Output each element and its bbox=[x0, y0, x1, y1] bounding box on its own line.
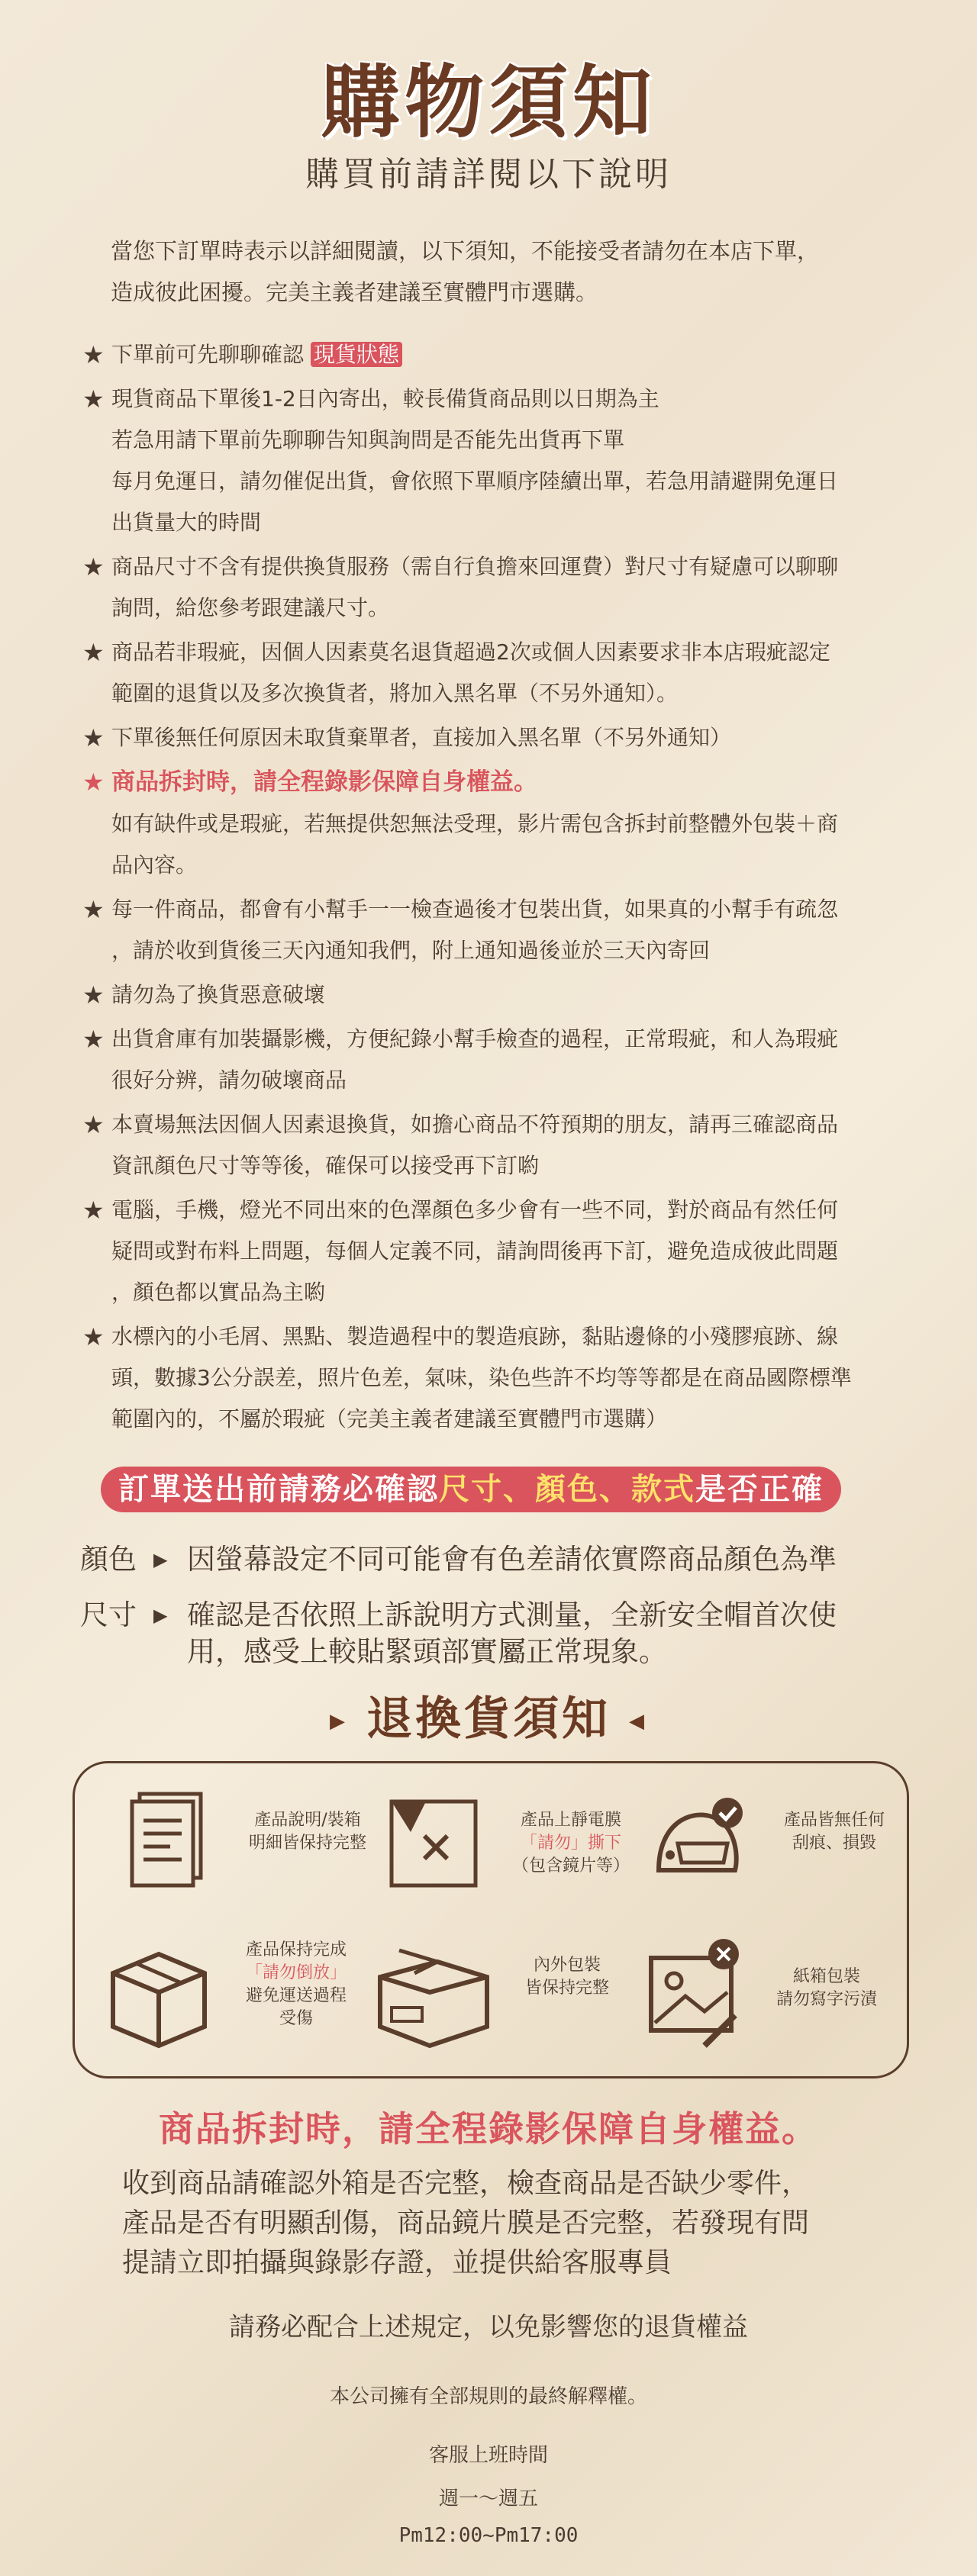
returns-conditions-box bbox=[73, 1761, 909, 2079]
caption-line: 產品保持完成 bbox=[245, 1940, 347, 1959]
paragraph-line: 產品是否有明顯刮傷，商品鏡片膜是否完整，若發現有問 bbox=[122, 2207, 810, 2239]
condition-no-scratch bbox=[643, 1786, 911, 1908]
returns-title-text: 退換貨須知 bbox=[366, 1692, 611, 1746]
rule-text: 出貨量大的時間 bbox=[111, 510, 262, 535]
rule-text: 每一件商品，都會有小幫手一一檢查過後才包裝出貨，如果真的小幫手有疏忽 bbox=[111, 897, 839, 922]
service-hours-title: 客服上班時間 bbox=[428, 2444, 548, 2467]
condition-caption bbox=[754, 1966, 899, 2011]
rule-item bbox=[82, 974, 930, 1016]
condition-film bbox=[380, 1786, 647, 1908]
box-icon bbox=[98, 1931, 220, 2053]
star-icon: ★ bbox=[82, 385, 105, 414]
rule-item bbox=[82, 1019, 930, 1101]
rights-notice: 本公司擁有全部規則的最終解釋權。 bbox=[329, 2385, 647, 2408]
banner-text: 是否正確 bbox=[695, 1472, 824, 1507]
rule-text: 詢問，給您參考跟建議尺寸。 bbox=[111, 595, 390, 620]
rule-item bbox=[82, 1104, 930, 1187]
caption-line: （包含鏡片等） bbox=[511, 1856, 630, 1876]
color-check-row bbox=[80, 1541, 920, 1578]
rule-text: ，請於收到貨後三天內通知我們，附上通知過後並於三天內寄回 bbox=[111, 938, 711, 963]
page-subtitle: 購買前請詳閱以下說明 bbox=[305, 155, 672, 194]
paragraph-line: 提請立即拍攝與錄影存證，並提供給客服專員 bbox=[122, 2247, 672, 2278]
caption-line: 產品上靜電膜 bbox=[520, 1811, 621, 1830]
triangle-left-icon: ◀ bbox=[629, 1710, 647, 1734]
rule-item bbox=[82, 1190, 930, 1313]
rule-text: 商品尺寸不含有提供換貨服務（需自行負擔來回運費）對尺寸有疑慮可以聊聊 bbox=[111, 554, 839, 579]
service-hours-days: 週一～週五 bbox=[438, 2487, 538, 2510]
size-check-text bbox=[187, 1597, 950, 1670]
rule-text: 下單前可先聊聊確認 bbox=[111, 342, 305, 367]
service-hours-time: Pm12:00~Pm17:00 bbox=[398, 2524, 579, 2547]
star-icon: ★ bbox=[82, 980, 105, 1009]
banner-highlight: 尺寸、顏色、款式 bbox=[439, 1472, 695, 1507]
rule-text: 品內容。 bbox=[111, 852, 198, 877]
rule-item bbox=[82, 334, 930, 375]
rule-text: 請勿為了換貨惡意破壞 bbox=[111, 982, 326, 1007]
caption-line: 產品皆無任何 bbox=[783, 1811, 885, 1830]
condition-documents bbox=[117, 1786, 384, 1908]
caption-line: 「請勿倒放」 bbox=[245, 1963, 347, 1982]
star-icon: ★ bbox=[82, 638, 105, 667]
rule-text: 範圍內的，不屬於瑕疵（完美主義者建議至實體門市選購） bbox=[111, 1406, 668, 1431]
caption-line: 受傷 bbox=[279, 2009, 313, 2028]
intro-line: 當您下訂單時表示以詳細閱讀，以下須知，不能接受者請勿在本店下單， bbox=[111, 238, 820, 264]
star-icon: ★ bbox=[82, 895, 105, 924]
rule-item-highlight bbox=[82, 762, 930, 886]
intro-text bbox=[111, 230, 889, 313]
rules-list bbox=[82, 334, 930, 1443]
intro-line: 造成彼此困擾。完美主義者建議至實體門市選購。 bbox=[111, 279, 598, 305]
triangle-right-icon: ▶ bbox=[153, 1549, 168, 1570]
caption-line: 明細皆保持完整 bbox=[248, 1834, 366, 1853]
rule-text: 範圍的退貨以及多次換貨者，將加入黑名單（不另外通知）。 bbox=[111, 681, 679, 706]
condition-caption bbox=[498, 1954, 636, 2000]
star-icon: ★ bbox=[82, 723, 105, 752]
rule-item bbox=[82, 378, 930, 543]
star-icon: ★ bbox=[82, 552, 105, 581]
rule-text: 出貨倉庫有加裝攝影機，方便紀錄小幫手檢查的過程，正常瑕疵，和人為瑕疵 bbox=[111, 1026, 839, 1051]
rule-text: 疑問或對布料上問題，每個人定義不同，請詢問後再下訂，避免造成彼此問題 bbox=[111, 1238, 839, 1264]
stock-status-tag: 現貨狀態 bbox=[311, 342, 402, 367]
document-icon bbox=[117, 1786, 224, 1901]
caption-line: 內外包裝 bbox=[533, 1956, 601, 1975]
star-icon: ★ bbox=[82, 768, 105, 797]
caption-line: 紙箱包裝 bbox=[792, 1967, 860, 1986]
condition-packaging bbox=[369, 1931, 643, 2053]
inspection-paragraph bbox=[122, 2164, 885, 2283]
peel-film-icon bbox=[380, 1786, 487, 1901]
rule-text: 資訊顏色尺寸等等後，確保可以接受再下訂喲 bbox=[111, 1153, 540, 1178]
star-icon: ★ bbox=[82, 1196, 105, 1225]
triangle-right-icon: ▶ bbox=[153, 1605, 168, 1626]
rule-text: 很好分辨，請勿破壞商品 bbox=[111, 1067, 347, 1093]
banner-text: 訂單送出前請務必確認 bbox=[118, 1472, 439, 1507]
record-unboxing-notice: 商品拆封時，請全程錄影保障自身權益。 bbox=[159, 2108, 818, 2149]
rule-text: 頭，數據3公分誤差，照片色差，氣味，染色些許不均等等都是在商品國際標準 bbox=[111, 1365, 852, 1390]
color-label: 顏色 bbox=[80, 1543, 137, 1576]
package-icon bbox=[369, 1931, 498, 2053]
triangle-right-icon: ▶ bbox=[330, 1710, 348, 1734]
condition-caption bbox=[231, 1809, 384, 1855]
rule-item bbox=[82, 1316, 930, 1440]
star-icon: ★ bbox=[82, 1322, 105, 1351]
caption-line: 刮痕、損毀 bbox=[792, 1834, 876, 1853]
size-check-line: 用，感受上較貼緊頭部實屬正常現象。 bbox=[187, 1635, 667, 1668]
rule-item bbox=[82, 632, 930, 714]
star-icon: ★ bbox=[82, 1025, 105, 1054]
caption-line: 請勿寫字污漬 bbox=[775, 1990, 877, 2009]
rule-text: ，顏色都以實品為主喲 bbox=[111, 1280, 326, 1305]
no-image-edit-icon bbox=[640, 1931, 754, 2053]
size-check-line: 確認是否依照上訴說明方式測量，全新安全帽首次使 bbox=[187, 1599, 837, 1631]
record-unboxing-notice: 商品拆封時，請全程錄影保障自身權益。 bbox=[111, 768, 537, 796]
rule-text: 下單後無任何原因未取貨棄單者，直接加入黑名單（不另外通知） bbox=[111, 725, 732, 750]
star-icon: ★ bbox=[82, 1110, 105, 1139]
rule-text: 現貨商品下單後1-2日內寄出，較長備貨商品則以日期為主 bbox=[111, 386, 659, 411]
rule-text: 若急用請下單前先聊聊告知與詢問是否能先出貨再下單 bbox=[111, 427, 625, 452]
rule-text: 如有缺件或是瑕疵，若無提供恕無法受理，影片需包含拆封前整體外包裝＋商 bbox=[111, 811, 839, 836]
rule-text: 本賣場無法因個人因素退換貨，如擔心商品不符預期的朋友，請再三確認商品 bbox=[111, 1112, 839, 1137]
condition-no-writing bbox=[640, 1931, 899, 2053]
rule-text: 每月免運日，請勿催促出貨，會依照下單順序陸續出單，若急用請避開免運日 bbox=[111, 469, 839, 494]
rule-item bbox=[82, 889, 930, 971]
caption-line: 皆保持完整 bbox=[524, 1979, 609, 1998]
rule-item bbox=[82, 717, 930, 758]
rule-text: 商品若非瑕疵，因個人因素莫名退貨超過2次或個人因素要求非本店瑕疵認定 bbox=[111, 639, 830, 665]
size-label: 尺寸 bbox=[80, 1599, 137, 1631]
page-title: 購物須知 bbox=[320, 56, 656, 149]
color-check-text: 因螢幕設定不同可能會有色差請依實際商品顏色為準 bbox=[187, 1543, 837, 1576]
caption-line: 「請勿」撕下 bbox=[520, 1834, 621, 1853]
comply-notice: 請務必配合上述規定，以免影響您的退貨權益 bbox=[229, 2312, 748, 2343]
rule-item bbox=[82, 546, 930, 629]
condition-caption bbox=[758, 1809, 911, 1855]
confirm-order-banner bbox=[101, 1467, 841, 1512]
size-check-row bbox=[80, 1597, 920, 1673]
caption-line: 產品說明/裝箱 bbox=[254, 1811, 361, 1830]
returns-title bbox=[0, 1682, 977, 1748]
condition-upright bbox=[98, 1931, 372, 2053]
paragraph-line: 收到商品請確認外箱是否完整，檢查商品是否缺少零件， bbox=[122, 2168, 810, 2199]
condition-caption bbox=[220, 1939, 372, 2030]
caption-line: 避免運送過程 bbox=[245, 1986, 347, 2005]
rule-text: 水標內的小毛屑、黑點、製造過程中的製造痕跡，黏貼邊條的小殘膠痕跡、線 bbox=[111, 1324, 839, 1349]
rule-text: 電腦，手機，燈光不同出來的色澤顏色多少會有一些不同，對於商品有然任何 bbox=[111, 1197, 839, 1222]
star-icon: ★ bbox=[82, 340, 105, 369]
helmet-check-icon bbox=[643, 1786, 750, 1901]
condition-caption bbox=[495, 1809, 647, 1878]
